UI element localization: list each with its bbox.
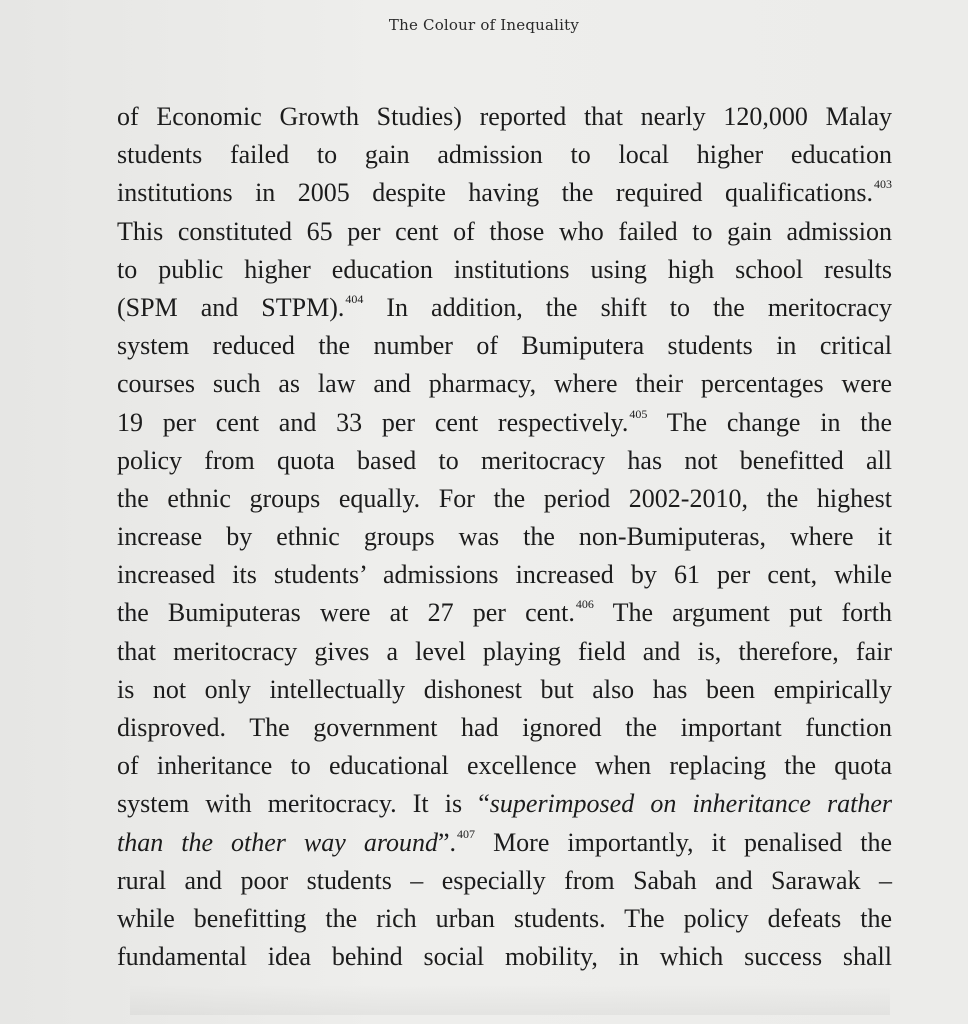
- text-line: [117, 480, 892, 518]
- text-segment: 19 per cent and 33 per cent respectively.: [117, 407, 629, 437]
- text-segment: fundamental idea behind social mobility, in which success shall: [117, 942, 892, 972]
- text-segment: ”.: [438, 827, 457, 857]
- text-segment: to public higher education institutions using high school results: [117, 254, 892, 284]
- text-line: [117, 824, 892, 862]
- text-segment: This constituted 65 per cent of those who failed to gain admission: [117, 216, 892, 246]
- text-line: [117, 594, 892, 632]
- text-line: [117, 556, 892, 594]
- text-segment: The argument put forth: [593, 598, 892, 628]
- show-through-shadow: [130, 985, 890, 1015]
- text-line: [117, 442, 892, 480]
- text-line: [117, 365, 892, 403]
- text-segment: increase by ethnic groups was the non-Bumiputeras, where it: [117, 522, 892, 552]
- quoted-text: superimposed on inheritance rather: [489, 789, 892, 819]
- text-line: [117, 327, 892, 365]
- text-line: [117, 289, 892, 327]
- text-segment: institutions in 2005 despite having the required qualifications.: [117, 178, 873, 208]
- text-segment: is not only intellectually dishonest but also has been empirically: [117, 674, 892, 704]
- text-line: [117, 136, 892, 174]
- quoted-text: than the other way around: [117, 827, 438, 857]
- text-segment: In addition, the shift to the meritocracy: [363, 292, 892, 322]
- footnote-ref: 404: [345, 291, 364, 306]
- text-line: [117, 251, 892, 289]
- footnote-ref: 407: [457, 826, 476, 841]
- text-segment: while benefitting the rich urban students. The policy defeats the: [117, 903, 892, 933]
- running-header: The Colour of Inequality: [388, 16, 580, 34]
- text-segment: increased its students’ admissions increased by 61 per cent, while: [117, 560, 892, 590]
- footnote-ref: 405: [629, 406, 648, 421]
- text-line: [117, 213, 892, 251]
- text-segment: rural and poor students – especially from Sabah and Sarawak –: [117, 865, 892, 895]
- text-line: [117, 709, 892, 747]
- text-segment: disproved. The government had ignored the important function: [117, 713, 892, 742]
- text-line: [117, 671, 892, 709]
- body-paragraph: [117, 98, 892, 976]
- text-segment: (SPM and STPM).: [117, 292, 345, 322]
- text-segment: that meritocracy gives a level playing field and is, therefore, fair: [117, 636, 892, 666]
- text-line: [117, 862, 892, 900]
- text-line: [117, 98, 892, 136]
- footnote-ref: 403: [874, 177, 892, 192]
- text-line: [117, 900, 892, 938]
- text-line: [117, 404, 892, 442]
- text-segment: courses such as law and pharmacy, where their percentages were: [117, 369, 892, 399]
- text-segment: students failed to gain admission to local higher education: [117, 140, 892, 170]
- footnote-ref: 406: [575, 597, 594, 612]
- text-line: [117, 747, 892, 785]
- text-segment: More importantly, it penalised the: [475, 827, 892, 857]
- text-segment: system reduced the number of Bumiputera students in critical: [117, 331, 892, 361]
- text-line: [117, 938, 892, 976]
- text-segment: The change in the: [647, 407, 892, 437]
- text-segment: the Bumiputeras were at 27 per cent.: [117, 598, 575, 628]
- text-segment: system with meritocracy. It is “: [117, 789, 490, 819]
- text-line: [117, 518, 892, 556]
- text-line: [117, 633, 892, 671]
- text-segment: of inheritance to educational excellence when replacing the quota: [117, 751, 892, 781]
- text-line: [117, 174, 892, 212]
- text-segment: of Economic Growth Studies) reported that nearly 120,000 Malay: [117, 102, 892, 131]
- text-line: [117, 785, 892, 823]
- text-segment: policy from quota based to meritocracy has not benefitted all: [117, 445, 892, 475]
- text-segment: the ethnic groups equally. For the period 2002-2010, the highest: [117, 483, 892, 513]
